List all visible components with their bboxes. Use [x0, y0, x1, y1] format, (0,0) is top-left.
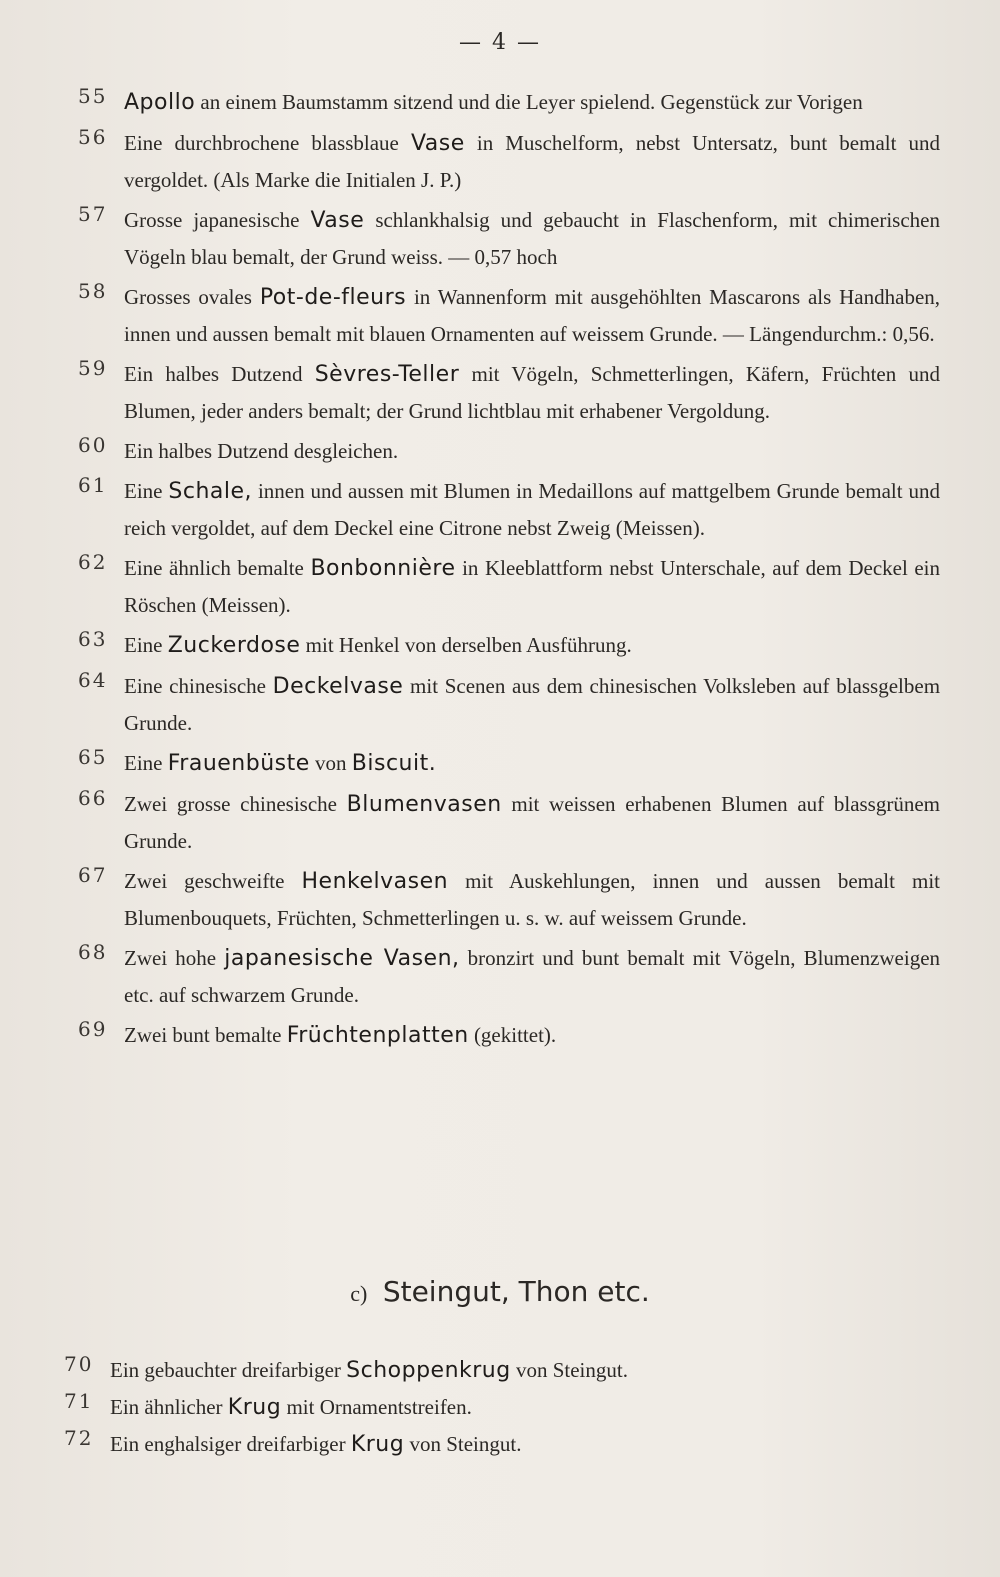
entry-text: [124, 202, 940, 275]
entry-60: [70, 433, 940, 469]
entry-68: [70, 940, 940, 1013]
entry-rest: mit weissen erhabenen Blumen auf blassgrünem Grunde.: [124, 792, 941, 853]
entry-before: Eine: [124, 633, 163, 657]
entry-71: [56, 1389, 936, 1426]
entry-number: 66: [78, 786, 108, 810]
entry-text: [110, 1426, 936, 1463]
entry-rest: an einem Baumstamm sitzend und die Leyer spielend. Gegenstück zur Vorigen: [200, 90, 863, 114]
entry-62: [70, 550, 940, 623]
entry-keyword: Pot-de-fleurs: [259, 285, 407, 310]
entry-before: Ein gebauchter dreifarbiger: [110, 1358, 341, 1382]
section-letter: c): [350, 1281, 368, 1306]
entry-keyword: Vase: [410, 131, 465, 156]
entry-66: [70, 786, 940, 859]
entry-number: 64: [78, 668, 108, 692]
entry-keyword: Sèvres-Teller: [314, 362, 460, 387]
entry-number: 58: [78, 279, 108, 303]
entry-rest: mit Ornamentstreifen.: [286, 1395, 472, 1419]
entry-rest: mit Scenen aus dem chinesischen Volksleben auf blassgelbem Grunde.: [124, 674, 941, 735]
entry-number: 59: [78, 356, 108, 380]
entry-rest: in Wannenform mit ausgehöhlten Mascarons als Handhaben, innen und aussen bemalt mit blauen Ornamenten auf weissem Grunde. — Längendurchm.: 0,56.: [124, 285, 941, 346]
entry-rest: von Steingut.: [515, 1358, 628, 1382]
entry-keyword: Schoppenkrug: [346, 1358, 511, 1383]
entry-before: Grosse japanesische: [124, 208, 300, 232]
entry-keyword-secondary: Biscuit.: [351, 751, 437, 776]
entry-number: 62: [78, 550, 108, 574]
entry-text: [124, 550, 940, 623]
entry-keyword: Deckelvase: [272, 674, 404, 699]
entry-text: [124, 279, 940, 352]
entry-rest: mit Vögeln, Schmetterlingen, Käfern, Früchten und Blumen, jeder anders bemalt; der Grund lichtblau mit erhabener Vergoldung.: [124, 362, 941, 423]
entry-before: Zwei geschweifte: [124, 869, 285, 893]
entry-number: 63: [78, 627, 108, 651]
entry-rest: schlankhalsig und gebaucht in Flaschenform, mit chimerischen Vögeln blau bemalt, der Grund weiss. — 0,57 hoch: [124, 208, 940, 269]
entry-before: Zwei bunt bemalte: [124, 1023, 282, 1047]
entry-text: [124, 745, 940, 782]
entry-63: [70, 627, 940, 664]
entry-text: [124, 84, 940, 121]
entry-text: [124, 433, 940, 469]
entry-before: Eine chinesische: [124, 674, 266, 698]
entry-rest: von Steingut.: [409, 1432, 522, 1456]
entry-keyword: Früchtenplatten: [286, 1023, 469, 1048]
entry-text: [124, 627, 940, 664]
entry-number: 67: [78, 863, 108, 887]
entry-text: [110, 1389, 936, 1426]
section-title: Steingut, Thon etc.: [382, 1275, 650, 1308]
entry-55: [70, 84, 940, 121]
entry-text: [124, 356, 940, 429]
entry-keyword: Blumenvasen: [346, 792, 502, 817]
entry-number: 60: [78, 433, 108, 457]
entry-text: [124, 863, 940, 936]
entry-text: [124, 1017, 940, 1054]
entry-65: [70, 745, 940, 782]
entry-rest: innen und aussen mit Blumen in Medaillons auf mattgelbem Grunde bemalt und reich vergoldet, auf dem Deckel eine Citrone nebst Zweig (Meissen).: [124, 479, 941, 540]
entry-number: 71: [64, 1389, 94, 1413]
entry-text: [124, 668, 940, 741]
entry-number: 55: [78, 84, 108, 108]
entry-rest: (gekittet).: [473, 1023, 557, 1047]
entry-keyword: japanesische Vasen,: [224, 946, 460, 971]
section-heading: [0, 1275, 1000, 1309]
entry-text: [110, 1352, 936, 1389]
entry-number: 56: [78, 125, 108, 149]
entry-number: 70: [64, 1352, 94, 1376]
entry-before: Ein halbes Dutzend desgleichen.: [124, 439, 399, 463]
entry-keyword: Frauenbüste: [167, 751, 310, 776]
entry-rest: in Muschelform, nebst Untersatz, bunt bemalt und vergoldet. (Als Marke die Initialen J. P.): [124, 131, 941, 192]
entry-keyword: Schale,: [168, 479, 253, 504]
entry-rest: mit Henkel von derselben Ausführung.: [305, 633, 632, 657]
entry-64: [70, 668, 940, 741]
entry-keyword: Apollo: [124, 90, 196, 115]
entry-rest: in Kleeblattform nebst Unterschale, auf dem Deckel ein Röschen (Meissen).: [124, 556, 941, 617]
entry-number: 68: [78, 940, 108, 964]
entry-before: Eine: [124, 479, 163, 503]
entry-keyword: Krug: [227, 1395, 282, 1420]
entries-list-section-c: [56, 1352, 936, 1463]
entry-number: 57: [78, 202, 108, 226]
entry-before: Ein ähnlicher: [110, 1395, 223, 1419]
entry-rest: von: [315, 751, 347, 775]
page-number: — 4 —: [459, 30, 541, 55]
entry-number: 69: [78, 1017, 108, 1041]
entry-keyword: Bonbonnière: [310, 556, 456, 581]
entry-before: Ein halbes Dutzend: [124, 362, 303, 386]
entry-67: [70, 863, 940, 936]
entry-rest: bronzirt und bunt bemalt mit Vögeln, Blumenzweigen etc. auf schwarzem Grunde.: [124, 946, 941, 1007]
entry-keyword: Zuckerdose: [167, 633, 301, 658]
entry-before: Zwei hohe: [124, 946, 217, 970]
entry-57: [70, 202, 940, 275]
entry-keyword: Vase: [310, 208, 365, 233]
entry-text: [124, 125, 940, 198]
entry-number: 65: [78, 745, 108, 769]
entry-number: 72: [64, 1426, 94, 1450]
entry-text: [124, 940, 940, 1013]
entry-keyword: Henkelvasen: [301, 869, 449, 894]
entry-before: Eine ähnlich bemalte: [124, 556, 304, 580]
entry-69: [70, 1017, 940, 1054]
entry-number: 61: [78, 473, 108, 497]
entry-before: Eine durchbrochene blassblaue: [124, 131, 399, 155]
entries-list: [70, 84, 940, 1058]
entry-59: [70, 356, 940, 429]
entry-text: [124, 473, 940, 546]
entry-before: Zwei grosse chinesische: [124, 792, 337, 816]
entry-before: Grosses ovales: [124, 285, 252, 309]
entry-rest: mit Auskehlungen, innen und aussen bemalt mit Blumenbouquets, Früchten, Schmetterlingen u. s. w. auf weissem Grunde.: [124, 869, 940, 930]
entry-before: Ein enghalsiger dreifarbiger: [110, 1432, 346, 1456]
entry-70: [56, 1352, 936, 1389]
entry-58: [70, 279, 940, 352]
entry-text: [124, 786, 940, 859]
entry-before: Eine: [124, 751, 163, 775]
entry-61: [70, 473, 940, 546]
entry-72: [56, 1426, 936, 1463]
entry-56: [70, 125, 940, 198]
entry-keyword: Krug: [350, 1432, 405, 1457]
